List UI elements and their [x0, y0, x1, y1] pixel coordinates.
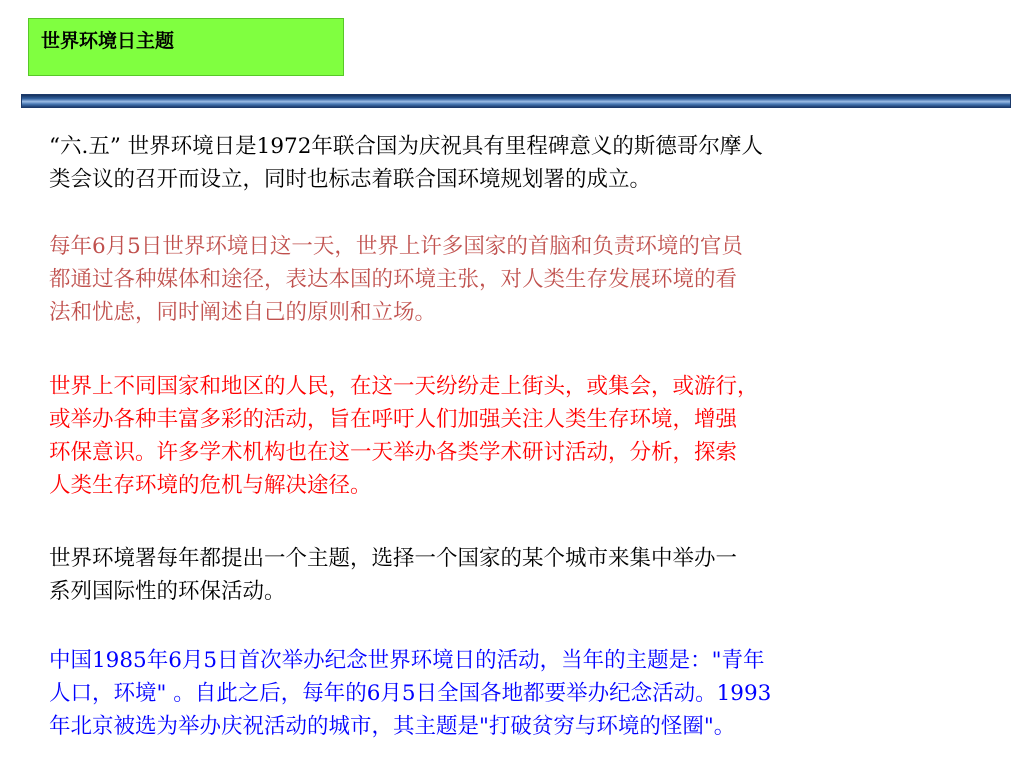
paragraph-2 [49, 230, 993, 329]
paragraph-3-line-1: 世界上不同国家和地区的人民，在这一天纷纷走上街头，或集会，或游行， [49, 374, 759, 399]
paragraph-4-line-2: 系列国际性的环保活动。 [49, 579, 286, 604]
paragraph-4-line-1: 世界环境署每年都提出一个主题，选择一个国家的某个城市来集中举办一 [49, 546, 738, 571]
paragraph-3 [49, 370, 993, 502]
paragraph-5-line-1: 中国1985年6月5日首次举办纪念世界环境日的活动，当年的主题是："青年 [49, 648, 765, 673]
paragraph-5 [49, 644, 993, 743]
paragraph-1-line-1: “六.五” 世界环境日是1972年联合国为庆祝具有里程碑意义的斯德哥尔摩人 [49, 134, 763, 159]
slide-title-box [28, 18, 344, 76]
paragraph-1 [49, 130, 993, 196]
paragraph-2-line-3: 法和忧虑，同时阐述自己的原则和立场。 [49, 300, 437, 325]
paragraph-4 [49, 542, 993, 608]
slide-title: 世界环境日主题 [41, 30, 175, 52]
paragraph-1-line-2: 类会议的召开而设立，同时也标志着联合国环境规划署的成立。 [49, 167, 652, 192]
header-divider-bar [21, 94, 1011, 108]
paragraph-5-line-3: 年北京被选为举办庆祝活动的城市，其主题是"打破贫穷与环境的怪圈"。 [49, 714, 736, 739]
paragraph-2-line-2: 都通过各种媒体和途径，表达本国的环境主张，对人类生存发展环境的看 [49, 267, 738, 292]
paragraph-3-line-3: 环保意识。许多学术机构也在这一天举办各类学术研讨活动，分析，探索 [49, 440, 738, 465]
paragraph-3-line-2: 或举办各种丰富多彩的活动，旨在呼吁人们加强关注人类生存环境，增强 [49, 407, 738, 432]
paragraph-5-line-2: 人口，环境" 。自此之后，每年的6月5日全国各地都要举办纪念活动。1993 [49, 681, 772, 706]
paragraph-3-line-4: 人类生存环境的危机与解决途径。 [49, 473, 372, 498]
paragraph-2-line-1: 每年6月5日世界环境日这一天，世界上许多国家的首脑和负责环境的官员 [49, 234, 743, 259]
